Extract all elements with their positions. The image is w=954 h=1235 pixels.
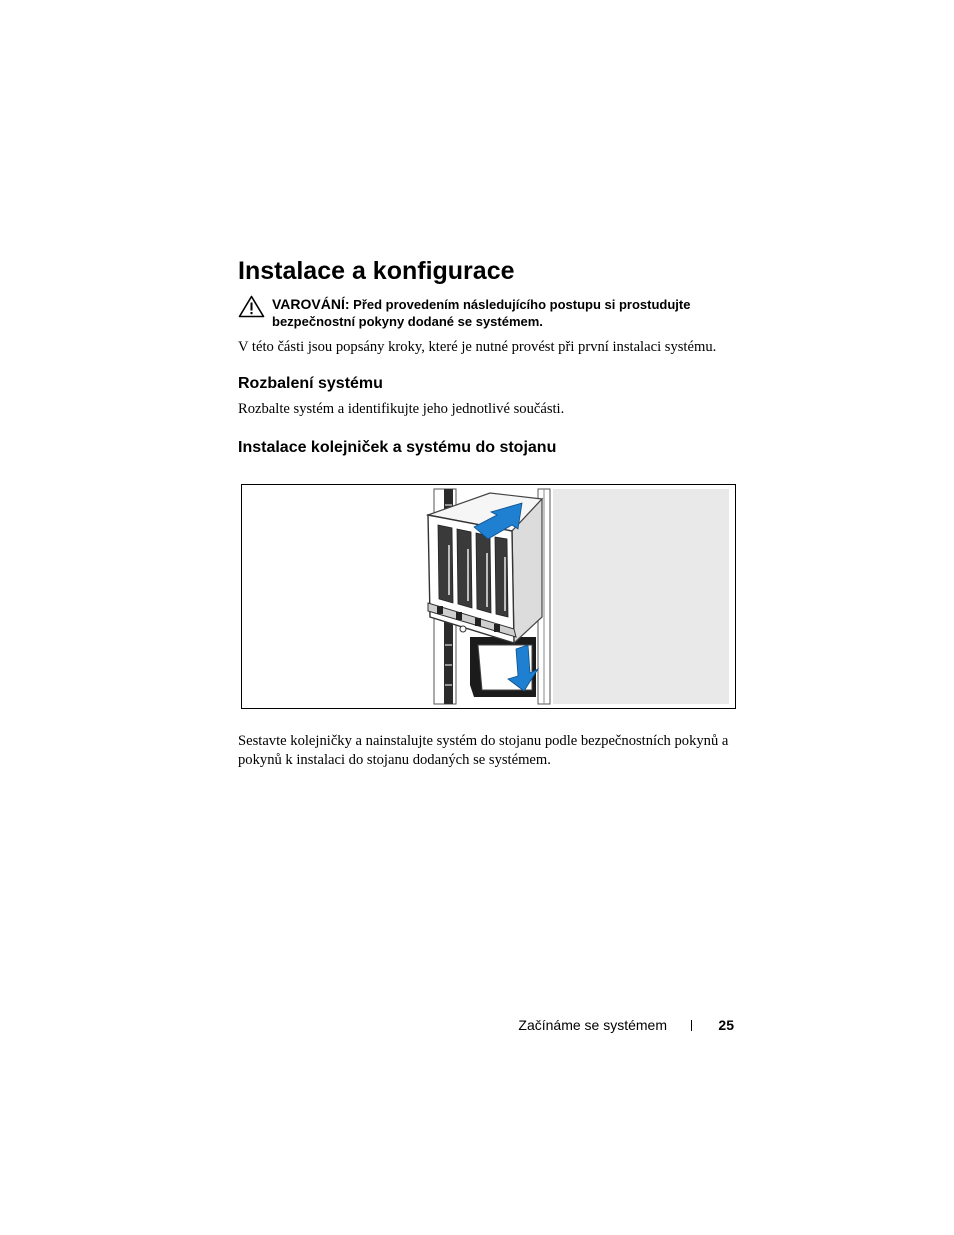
unpack-paragraph: Rozbalte systém a identifikujte jeho jednotlivé součásti.	[238, 401, 565, 417]
section-heading-unpack: Rozbalení systému	[238, 375, 383, 392]
intro-paragraph: V této části jsou popsány kroky, které je nutné provést při první instalaci systému.	[238, 339, 717, 355]
rack-side-panel	[553, 489, 729, 704]
rack-install-paragraph: Sestavte kolejničky a nainstalujte systém do stojanu podle bezpečnostních pokynů a pokynů k instalaci do stojanu dodaných se systémem.	[238, 733, 729, 768]
page-number: 25	[718, 1017, 734, 1033]
footer-separator	[691, 1020, 692, 1031]
warning-text	[272, 296, 738, 330]
page-footer	[0, 1015, 954, 1035]
section-heading-rack-install: Instalace kolejniček a systému do stojanu	[238, 439, 557, 456]
warning-label: VAROVÁNÍ:	[272, 296, 350, 312]
footer-section-name: Začínáme se systémem	[518, 1017, 667, 1033]
warning-body: Před provedením následujícího postupu si prostudujte bezpečnostní pokyny dodané se systémem.	[272, 297, 691, 329]
warning-note	[238, 295, 738, 335]
warning-triangle-icon	[238, 295, 265, 318]
rack-install-illustration	[241, 484, 736, 709]
page-title: Instalace a konfigurace	[238, 257, 515, 285]
